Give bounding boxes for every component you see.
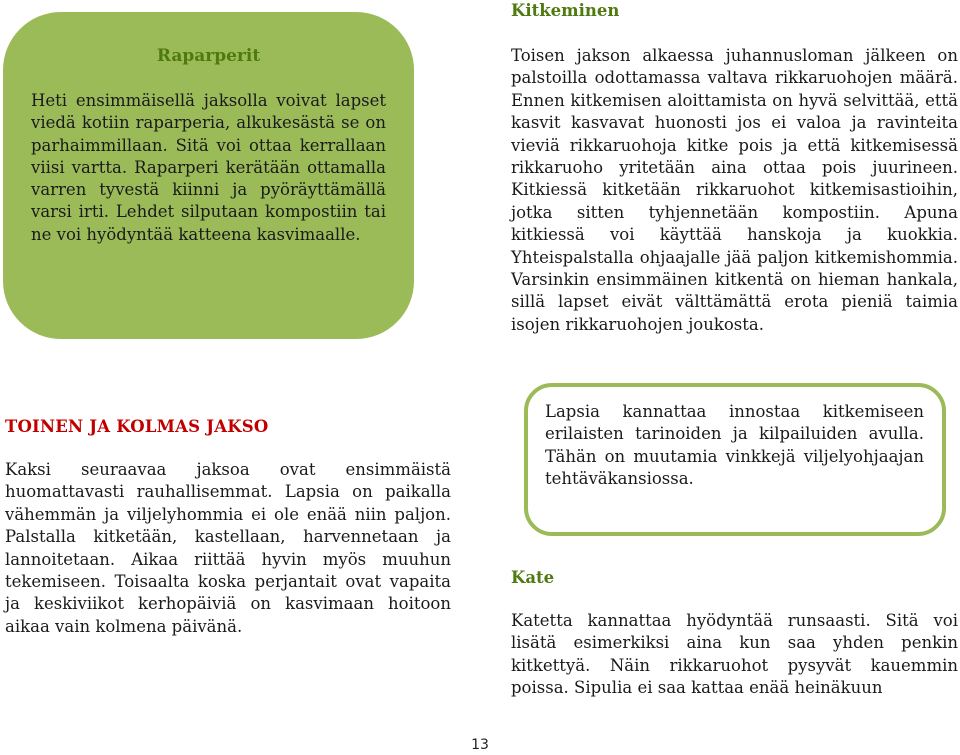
raparperit-box [3, 12, 414, 339]
toinen-jakso-section [5, 416, 451, 638]
kitkeminen-section [511, 0, 958, 336]
kitkeminen-heading: Kitkeminen [511, 1, 620, 20]
kate-section [511, 567, 958, 700]
toinen-jakso-heading: TOINEN JA KOLMAS JAKSO [5, 417, 269, 436]
toinen-jakso-text: Kaksi seuraavaa jaksoa ovat ensimmäistä huomattavasti rauhallisemmat. Lapsia on paikalla vähemmän ja viljelyhommia ei ole enää niin paljon. Palstalla kitketään, kastellaan, harvennetaan ja lannoitetaan. Aikaa riittää hyvin myös muuhun tekemiseen. Toisaalta koska perjantait ovat vapaita ja keskiviikot kerhopäiviä on kasvimaan hoitoon aikaa vain kolmena päivänä. [5, 460, 451, 636]
tip-box [524, 383, 946, 536]
tip-text: Lapsia kannattaa innostaa kitkemiseen erilaisten tarinoiden ja kilpailuiden avulla. Tähän on muutamia vinkkejä viljelyohjaajan tehtäväkansiossa. [545, 402, 924, 488]
page-number: 13 [471, 737, 489, 753]
kitkeminen-text: Toisen jakson alkaessa juhannusloman jälkeen on palstoilla odottamassa valtava rikkaruohojen määrä. Ennen kitkemisen aloittamista on hyvä selvittää, että kasvit kasvavat huonosti jos ei valoa ja ravinteita vieviä rikkaruohoja kitke pois ja että kitkemisessä rikkaruoho yritetään aina ottaa pois juurineen. Kitkiessä kitketään rikkaruohot kitkemisastioihin, jotka sitten tyhjennetään kompostiin. Apuna kitkiessä voi käyttää hanskoja ja kuokkia. Yhteispalstalla ohjaajalle jää paljon kitkemishommia. Varsinkin ensimmäinen kitkentä on hieman hankala, sillä lapset eivät välttämättä erota pieniä taimia isojen rikkaruohojen joukosta. [511, 46, 958, 334]
kate-text: Katetta kannattaa hyödyntää runsaasti. Sitä voi lisätä esimerkiksi aina kun saa yhden penkin kitkettyä. Näin rikkaruohot pysyvät kauemmin poissa. Sipulia ei saa kattaa enää heinäkuun [511, 611, 958, 698]
kate-heading: Kate [511, 568, 555, 587]
raparperit-heading: Raparperit [156, 46, 261, 66]
raparperit-text: Heti ensimmäisellä jaksolla voivat lapset viedä kotiin raparperia, alkukesästä se on parhaimmillaan. Sitä voi ottaa kerrallaan viisi vartta. Raparperi kerätään ottamalla varren tyvestä kiinni ja pyöräyttämällä varsi irti. Lehdet silputaan kompostiin tai ne voi hyödyntää katteena kasvimaalle. [31, 91, 386, 244]
